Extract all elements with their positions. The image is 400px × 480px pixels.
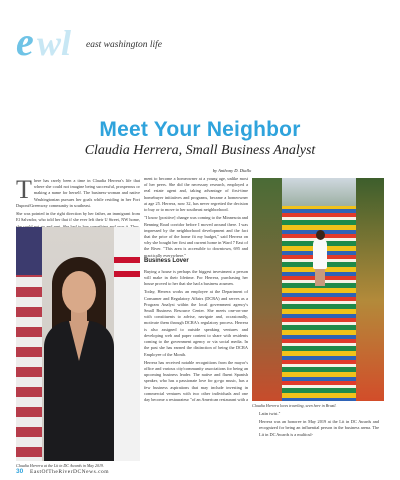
- opening-paragraph: [16, 175, 140, 209]
- us-flag-canton: [16, 227, 42, 275]
- page-number: 30: [16, 468, 24, 475]
- footer-site: EastOfTheRiverDCNews.com: [30, 469, 110, 475]
- article-byline: by Anthony D. Diallo: [212, 168, 252, 173]
- paragraph: Herrera was an honoree in May 2019 at the Lit in DC Awards and recognized for being an influential person in the business arena. The Lit in DC Awards is a multicul-: [259, 419, 379, 437]
- article-headline: Meet Your Neighbor: [99, 118, 301, 141]
- paragraph: She was pointed in the right direction by her father, an immigrant from El Salvador, who told her that if she ever left their U Street, NW home,: [16, 211, 140, 223]
- portrait-photo: [16, 227, 140, 461]
- travel-subject: [312, 230, 328, 286]
- magazine-logo-e: e: [16, 19, 34, 64]
- paragraph: Herrera has received notable recognitions from the mayor's office and various city/community associations for being an upcoming business leader. The native and fluent Spanish speaker, who has a passionate love for go-go music, has a few business aspirations that may include investing in commercial ventures with two other individuals and one day become a restaurateur "of an American restaurant with a: [144, 359, 248, 403]
- paragraph: Latin twist.": [259, 411, 281, 416]
- magazine-logo-wl: wl: [37, 23, 72, 63]
- paragraph: Buying a house is perhaps the biggest investment a person will make in their lifetime. For Herrera, purchasing her house proved to her that she had a business acumen.: [144, 268, 248, 287]
- section-heading: Business Lover: [144, 258, 189, 264]
- article-column-3: [144, 257, 248, 475]
- article-column-1: [16, 175, 140, 226]
- paragraph: Today, Herrera works an employee at the Department of Consumer and Regulatory Affairs (DCRA) and serves as a Program Analyst within the local government agency's Small Business Resource Center. She meets one-on-one with constituents to advise, navigate and, occasionally, motivate them through DCRA's regulatory process. Herrera is also assigned to outside speaking ventures and developing web and paper content to share with residents coming to the government agency or via social media. In the past she has earned the distinction of being the DCRA Employee of the Month.: [144, 289, 248, 357]
- portrait-subject: [44, 257, 114, 461]
- magazine-title: east washington life: [86, 40, 162, 50]
- travel-photo: [252, 178, 384, 401]
- article-subheadline: Claudia Herrera, Small Business Analyst: [84, 143, 316, 158]
- travel-caption: Claudia Herrera loves traveling, seen here in Brazil.: [252, 403, 337, 408]
- dc-flag: [114, 227, 140, 461]
- portrait-caption: Claudia Herrera at the Lit in DC Awards in May 2019.: [16, 463, 104, 468]
- paragraph: ment to become a homeowner at a young age, unlike most of her peers. She did the necessary research, employed a real estate agent and, taking advantage of first-time homebuyer initiatives and programs, became a homeowner at age 25. Herrera, now 32, has never regretted the decision to buy or to move to her southeast neighborhood.: [144, 176, 248, 213]
- opening-text: here has rarely been a time in Claudia Herrera's life that where she could not imagine being successful, prosperous or making a name for herself. The business-woman and native Washingtonian pursues her goals while residing in her Fort Dupont/Greenway community in southeast.: [16, 178, 140, 208]
- article-column-4: [259, 411, 379, 451]
- quote-paragraph: "I know [positive] change was coming to the Minnesota and Benning Road corridor before I moved around there. I was impressed by the neighborhood development and the fact that the price of the home fit my budget," said Herrera on why she bought her first and current home in Ward 7 East of the River. "This area is accessible to downtown, 695 and practically everywhere.": [144, 215, 248, 258]
- article-column-2: [144, 176, 248, 256]
- drop-cap: T: [16, 175, 32, 204]
